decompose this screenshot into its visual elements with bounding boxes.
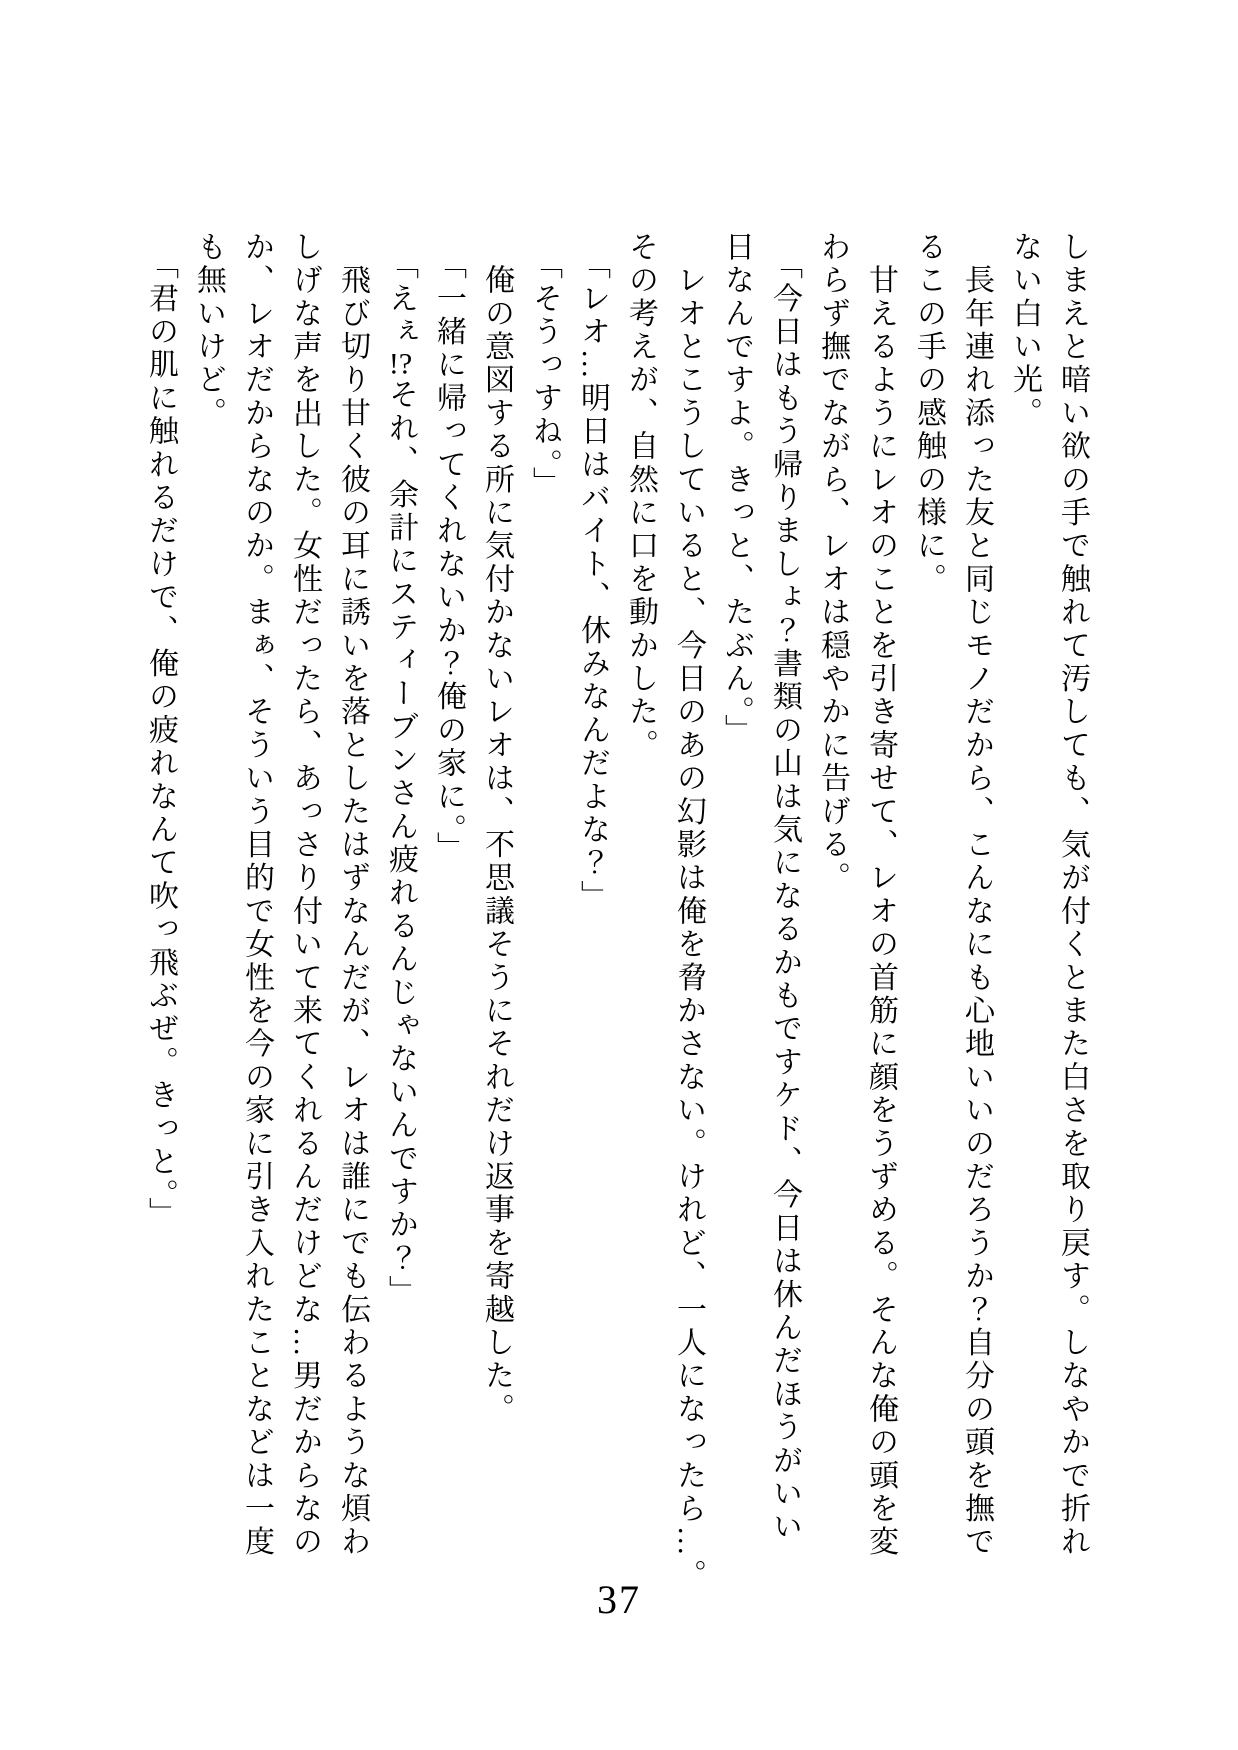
text-line: 「えぇ!?それ、余計にスティーブンさん疲れるんじゃないんですか？」 (384, 231, 417, 1309)
text-line: レオとこうしていると、今日のあの幻影は俺を脅かさない。けれど、一人になったら…。 (672, 231, 705, 1593)
text-line: か、レオだからなのか。まぁ、そういう目的で女性を今の家に引き入れたことなどは一度 (240, 231, 273, 1560)
text-line: 日なんですよ。きっと、たぶん。」 (720, 231, 753, 748)
text-line: 俺の意図する所に気付かないレオは、不思議そうにそれだけ返事を寄越した。 (480, 231, 513, 1427)
text-line: 甘えるようにレオのことを引き寄せて、レオの首筋に顔をうずめる。そんな俺の頭を変 (864, 231, 897, 1559)
text-line: 「一緒に帰ってくれないか？俺の家に。」 (432, 231, 465, 865)
text-line: ない白い光。 (1008, 231, 1041, 431)
text-line: 「そうっすね。」 (528, 231, 561, 500)
text-line: 飛び切り甘く彼の耳に誘いを落としたはずなんだが、レオは誰にでも伝わるような煩わ (336, 231, 369, 1559)
text-line: も無いけど。 (192, 231, 225, 431)
page-number: 37 (597, 1577, 641, 1622)
text-line: 「今日はもう帰りましょ？書類の山は気になるかもですケド、今日は休んだほうがいい (768, 231, 801, 1544)
text-line: 「君の肌に触れるだけで、俺の疲れなんて吹っ飛ぶぜ。きっと。」 (144, 231, 177, 1231)
text-line: しげな声を出した。女性だったら、あっさり付いて来てくれるんだけどな…男だからなの (288, 231, 321, 1559)
text-line: その考えが、自然に口を動かした。 (624, 231, 657, 763)
text-line: わらず撫でながら、レオは穏やかに告げる。 (816, 231, 849, 895)
text-line: 「レオ…明日はバイト、休みなんだよな？」 (576, 231, 609, 914)
text-line: るこの手の感触の様に。 (912, 231, 945, 597)
body-text (136, 231, 1096, 1593)
text-line: 長年連れ添った友と同じモノだから、こんなにも心地いいのだろうか？自分の頭を撫で (960, 231, 993, 1559)
text-line: しまえと暗い欲の手で触れて汚しても、気が付くとまた白さを取り戻す。しなやかで折れ (1056, 231, 1089, 1559)
tatechuyoko-exclamation-question: !? (388, 348, 413, 379)
